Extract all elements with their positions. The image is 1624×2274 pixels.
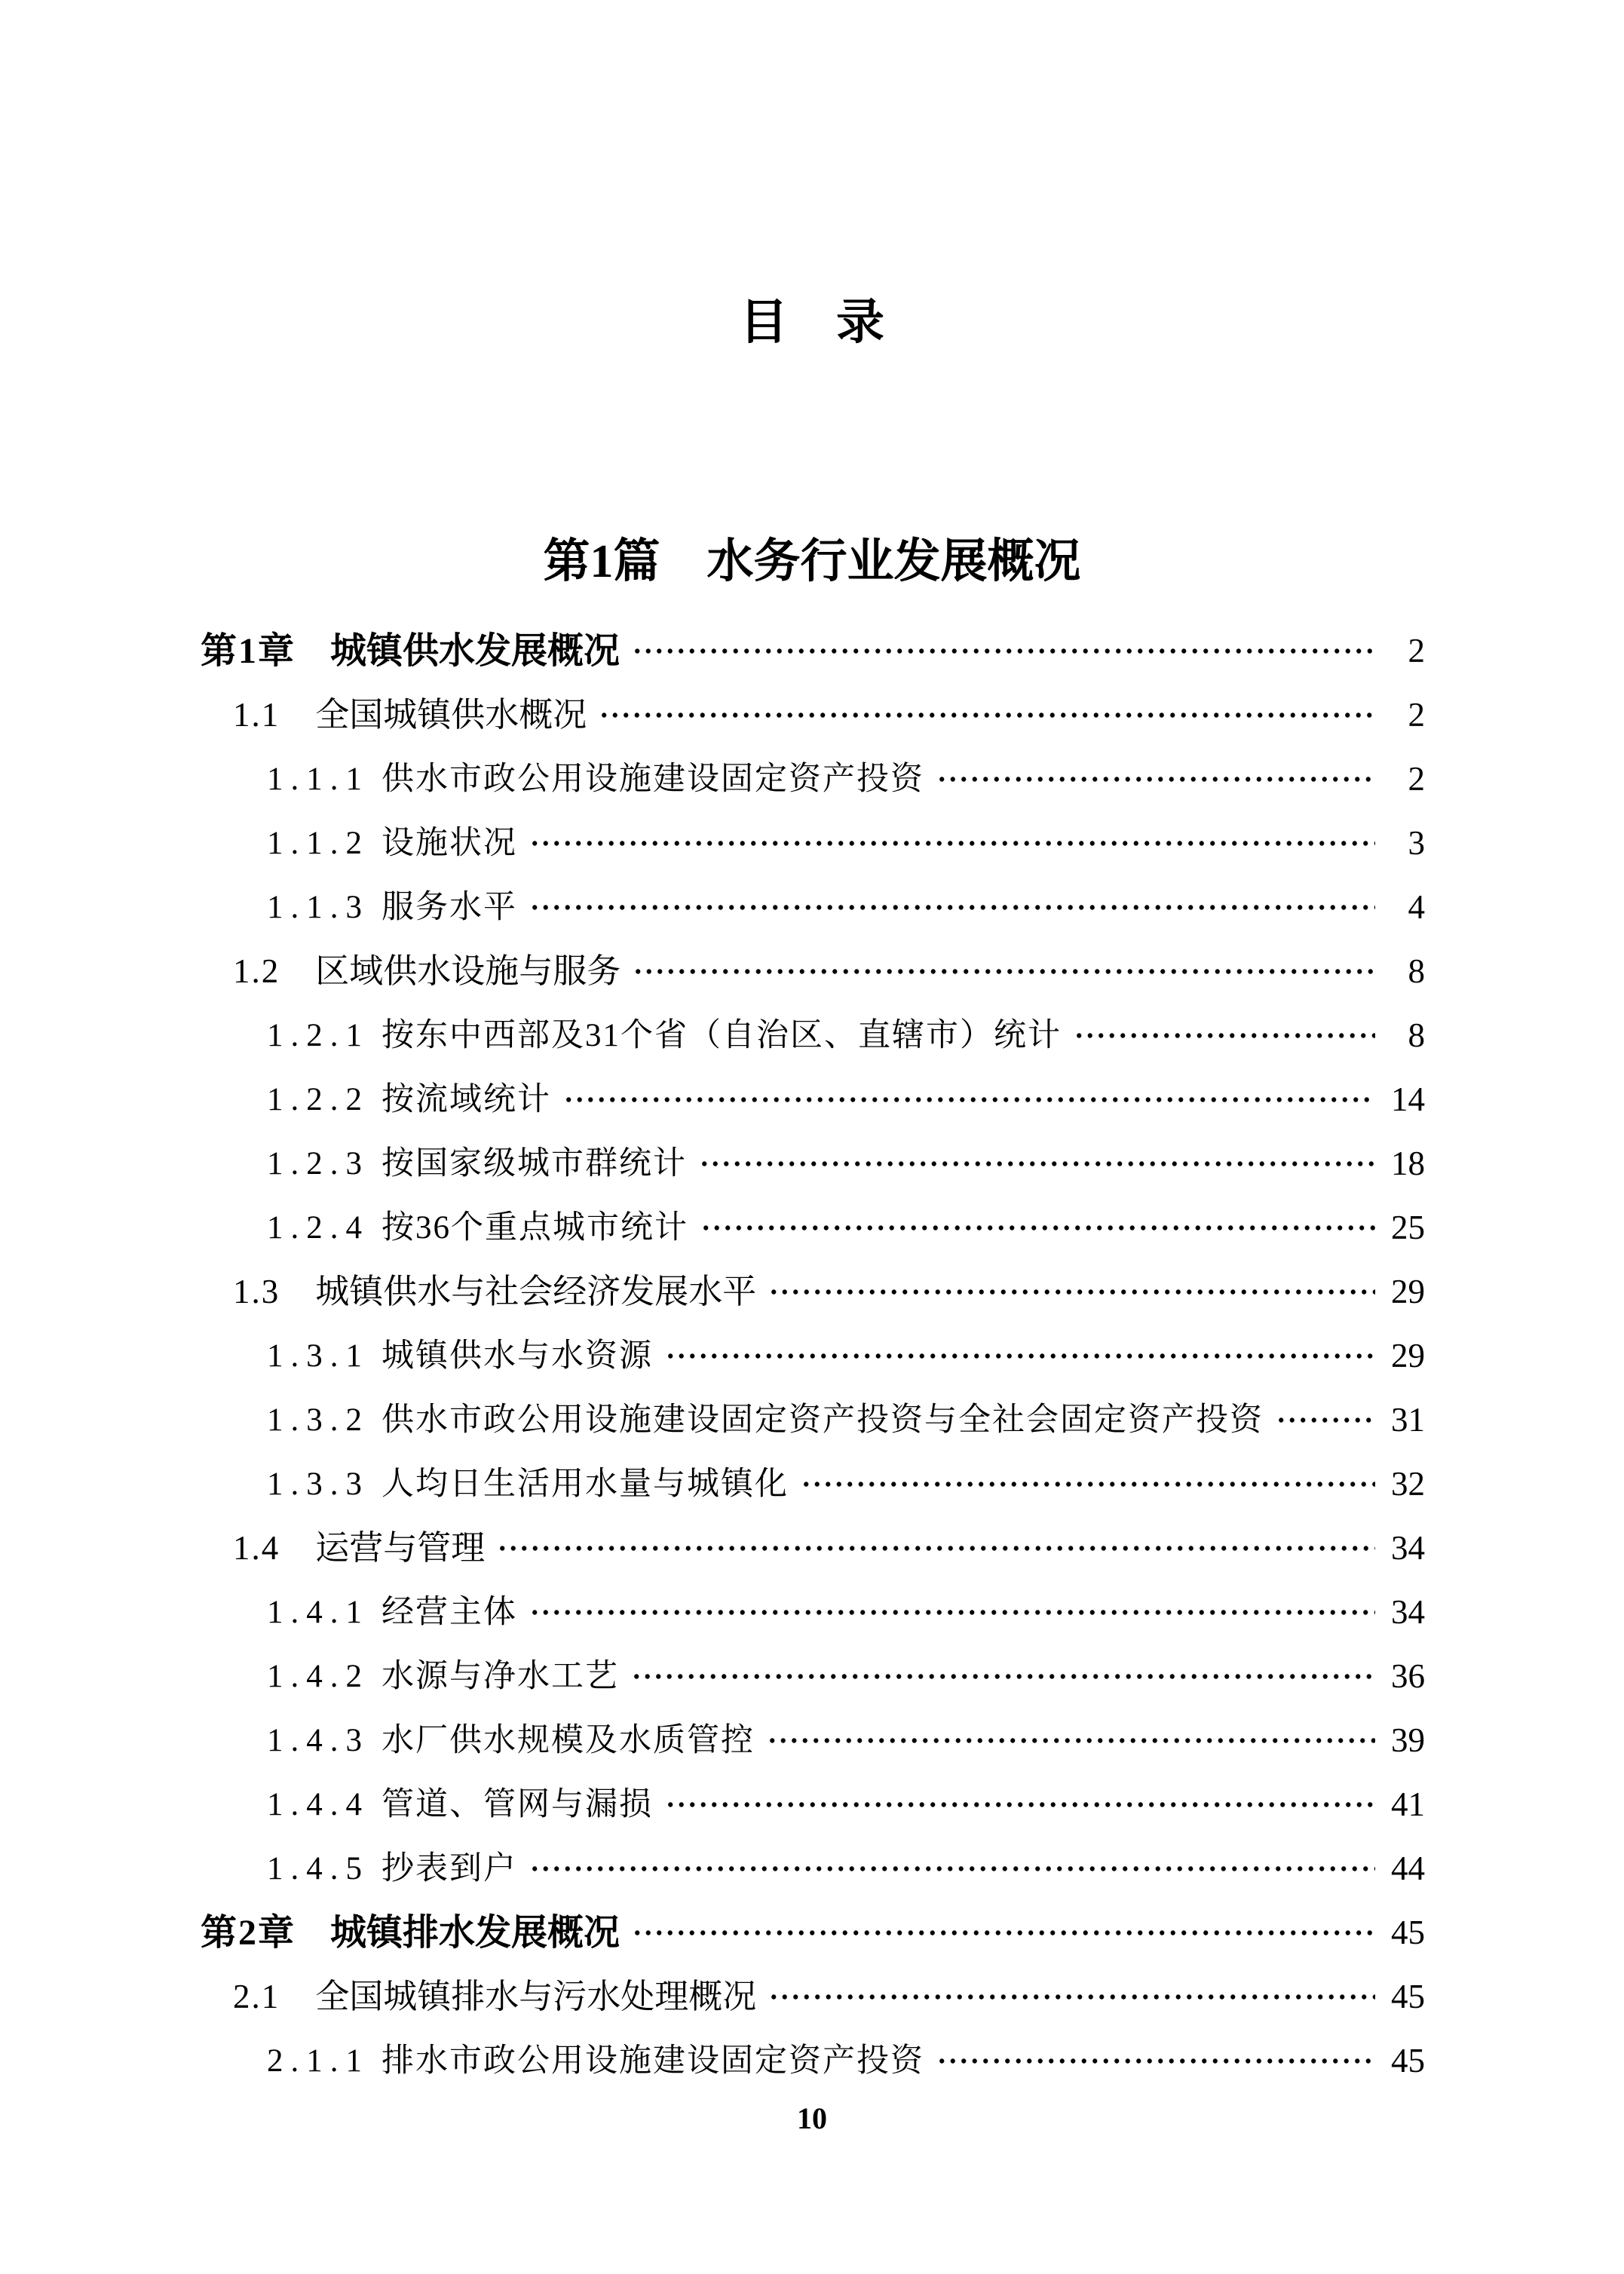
entry-page-number: 2 <box>1408 760 1425 798</box>
toc-entry <box>201 939 1425 1004</box>
dot-leader <box>632 619 1375 683</box>
entry-page-number: 45 <box>1391 1914 1425 1951</box>
entry-page-number: 8 <box>1408 1016 1425 1054</box>
entry-page-number: 14 <box>1391 1080 1425 1118</box>
toc-entry <box>201 1644 1425 1709</box>
toc-entry <box>201 875 1425 939</box>
entry-number: 1.2.4 <box>267 1210 369 1246</box>
entry-page-number: 45 <box>1391 1978 1425 2015</box>
entry-page-number: 25 <box>1391 1209 1425 1246</box>
dot-leader <box>631 1644 1375 1709</box>
dot-leader <box>665 1324 1375 1388</box>
dot-leader <box>768 1260 1375 1324</box>
entry-number: 1.4.2 <box>267 1659 369 1694</box>
entry-number: 1.2.1 <box>267 1018 369 1053</box>
dot-leader <box>936 2029 1375 2093</box>
entry-page-number: 29 <box>1391 1337 1425 1375</box>
entry-number: 2.1.1 <box>267 2043 369 2079</box>
entry-number: 1.3.3 <box>267 1466 369 1502</box>
entry-number: 1.1 <box>233 696 280 734</box>
entry-number: 1.4.1 <box>267 1595 369 1630</box>
toc-entry <box>201 1068 1425 1132</box>
dot-leader <box>801 1452 1375 1516</box>
entry-number: 1.1.3 <box>267 890 369 925</box>
entry-number: 1.4.3 <box>267 1723 369 1758</box>
entry-title: 供水市政公用设施建设固定资产投资与全社会固定资产投资 <box>381 1402 1264 1438</box>
entry-title: 供水市政公用设施建设固定资产投资 <box>381 762 924 797</box>
entry-page-number: 34 <box>1391 1593 1425 1631</box>
entry-number: 1.3 <box>233 1273 280 1310</box>
dot-leader <box>529 811 1375 875</box>
toc-entry <box>201 1452 1425 1516</box>
entry-page-number: 29 <box>1391 1273 1425 1310</box>
part-title: 第1篇 水务行业发展概况 <box>543 536 1081 587</box>
entry-title: 人均日生活用水量与城镇化 <box>381 1466 789 1502</box>
toc-entry <box>201 1260 1425 1324</box>
entry-number: 1.1.1 <box>267 762 369 797</box>
entry-title: 按东中西部及31个省（自治区、直辖市）统计 <box>381 1018 1062 1053</box>
toc-entry <box>201 1324 1425 1388</box>
toc-entry <box>201 1580 1425 1644</box>
dot-leader <box>497 1516 1375 1580</box>
entry-page-number: 2 <box>1408 632 1425 670</box>
entry-page-number: 18 <box>1391 1145 1425 1182</box>
toc-entry <box>201 1516 1425 1580</box>
entry-page-number: 31 <box>1391 1401 1425 1439</box>
toc-entry <box>201 747 1425 811</box>
entry-page-number: 34 <box>1391 1529 1425 1567</box>
dot-leader <box>599 683 1375 747</box>
entry-number: 1.1.2 <box>267 826 369 861</box>
entry-title: 运营与管理 <box>315 1529 486 1567</box>
toc-entry <box>201 2029 1425 2093</box>
entry-title: 水厂供水规模及水质管控 <box>381 1723 755 1758</box>
entry-title: 按流域统计 <box>381 1082 551 1117</box>
entry-title: 全国城镇供水概况 <box>315 696 587 734</box>
dot-leader <box>1074 1004 1375 1068</box>
toc-entry <box>201 1901 1425 1965</box>
entry-page-number: 44 <box>1391 1850 1425 1887</box>
entry-title: 城镇供水与水资源 <box>381 1338 653 1374</box>
entry-number: 1.2.2 <box>267 1082 369 1117</box>
entry-page-number: 32 <box>1391 1465 1425 1503</box>
entry-page-number: 45 <box>1391 2042 1425 2079</box>
dot-leader <box>936 747 1375 811</box>
toc-entry <box>201 1709 1425 1773</box>
entry-page-number: 39 <box>1391 1721 1425 1759</box>
dot-leader <box>529 875 1375 939</box>
entry-page-number: 3 <box>1408 824 1425 862</box>
toc-entry <box>201 1196 1425 1260</box>
entry-title: 排水市政公用设施建设固定资产投资 <box>381 2043 924 2079</box>
footer-page-number: 10 <box>797 2101 827 2135</box>
entry-title: 管道、管网与漏损 <box>381 1787 653 1822</box>
dot-leader <box>563 1068 1375 1132</box>
dot-leader <box>767 1709 1375 1773</box>
entry-page-number: 8 <box>1408 952 1425 990</box>
dot-leader <box>529 1837 1375 1901</box>
entry-title: 按36个重点城市统计 <box>381 1210 688 1246</box>
entry-title: 城镇排水发展概况 <box>330 1912 620 1953</box>
dot-leader <box>633 939 1375 1004</box>
entry-title: 城镇供水与社会经济发展水平 <box>315 1273 757 1310</box>
entry-number: 第2章 <box>201 1912 296 1953</box>
entry-number: 1.3.1 <box>267 1338 369 1374</box>
dot-leader <box>529 1580 1375 1644</box>
dot-leader <box>700 1196 1375 1260</box>
toc-entry <box>201 619 1425 683</box>
toc-page-title: 目 录 <box>740 296 884 349</box>
toc-entry <box>201 1837 1425 1901</box>
entry-number: 1.4 <box>233 1529 280 1567</box>
entry-page-number: 2 <box>1408 696 1425 734</box>
toc-entry <box>201 811 1425 875</box>
entry-title: 水源与净水工艺 <box>381 1659 619 1694</box>
entry-number: 2.1 <box>233 1978 280 2015</box>
entry-title: 区域供水设施与服务 <box>315 952 621 990</box>
entry-number: 1.3.2 <box>267 1402 369 1438</box>
dot-leader <box>699 1132 1375 1196</box>
dot-leader <box>665 1773 1375 1837</box>
dot-leader <box>1276 1388 1375 1452</box>
entry-number: 1.2 <box>233 952 280 990</box>
dot-leader <box>768 1965 1375 2029</box>
entry-title: 城镇供水发展概况 <box>330 630 620 671</box>
entry-title: 经营主体 <box>381 1595 517 1630</box>
entry-title: 全国城镇排水与污水处理概况 <box>315 1978 757 2015</box>
entry-title: 服务水平 <box>381 890 517 925</box>
entry-title: 按国家级城市群统计 <box>381 1146 687 1181</box>
toc-entry <box>201 683 1425 747</box>
entry-page-number: 4 <box>1408 888 1425 926</box>
toc-entry <box>201 1132 1425 1196</box>
entry-title: 抄表到户 <box>381 1851 517 1886</box>
entry-number: 1.4.4 <box>267 1787 369 1822</box>
toc-entry <box>201 1773 1425 1837</box>
entry-number: 1.2.3 <box>267 1146 369 1181</box>
toc-entry <box>201 1004 1425 1068</box>
entry-number: 第1章 <box>201 630 296 671</box>
toc-list <box>201 619 1425 2093</box>
entry-page-number: 41 <box>1391 1785 1425 1823</box>
dot-leader <box>632 1901 1375 1965</box>
toc-entry <box>201 1965 1425 2029</box>
toc-entry <box>201 1388 1425 1452</box>
entry-page-number: 36 <box>1391 1657 1425 1695</box>
entry-title: 设施状况 <box>381 826 517 861</box>
entry-number: 1.4.5 <box>267 1851 369 1886</box>
